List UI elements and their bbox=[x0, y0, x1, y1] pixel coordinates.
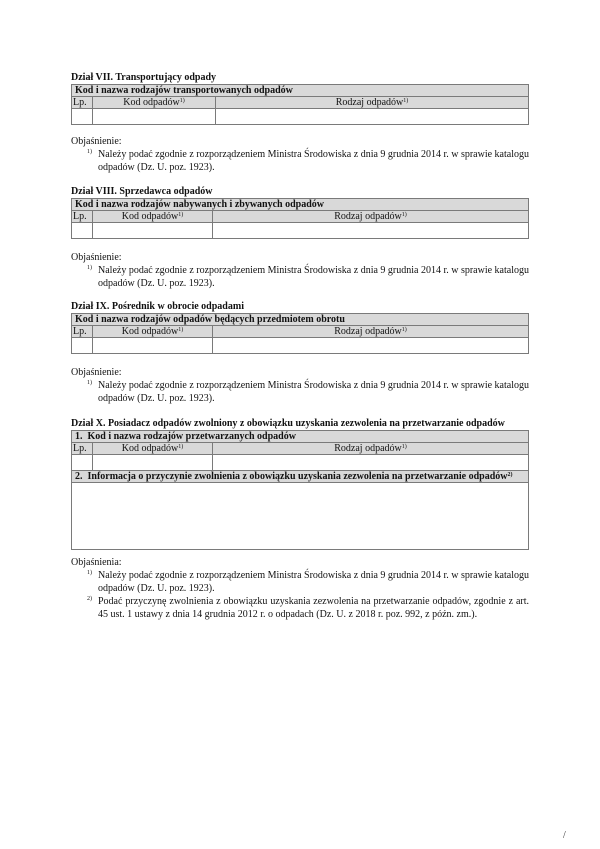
footnote-ref: 1) bbox=[403, 98, 409, 104]
waste-table bbox=[71, 430, 529, 550]
col-kod-label: Kod odpadów bbox=[121, 443, 179, 454]
section-viii bbox=[71, 186, 529, 239]
lp-cell[interactable] bbox=[72, 455, 93, 471]
exemption-reason-field[interactable] bbox=[72, 483, 529, 550]
col-lp: Lp. bbox=[72, 97, 93, 109]
footnote-mark: 1) bbox=[87, 149, 92, 155]
lp-cell[interactable] bbox=[72, 109, 93, 125]
footnote-ref: 1) bbox=[401, 212, 407, 218]
table-header: Kod i nazwa rodzajów nabywanych i zbywanych odpadów bbox=[72, 199, 529, 211]
footnote-ref: 1) bbox=[401, 327, 407, 333]
table-header: Kod i nazwa rodzajów transportowanych odpadów bbox=[72, 85, 529, 97]
section-title: Dział VII. Transportujący odpady bbox=[71, 72, 217, 83]
footnote-ref: 1) bbox=[178, 212, 184, 218]
explanation-viii bbox=[71, 251, 529, 290]
kod-cell[interactable] bbox=[93, 109, 216, 125]
col-rodzaj-label: Rodzaj odpadów bbox=[334, 443, 402, 454]
col-kod-label: Kod odpadów bbox=[123, 97, 180, 108]
footnote-mark: 2) bbox=[87, 596, 92, 602]
footnote-text: Podać przyczynę zwolnienia z obowiązku uzyskania zezwolenia na przetwarzanie odpadów, zgodnie z art. 45 ust. 1 ustawy z dnia 14 grudnia 2012 r. o odpadach (Dz. U. z 2018 r. poz. 992, z późn. zm.). bbox=[98, 596, 529, 620]
footnote-mark: 1) bbox=[87, 570, 92, 576]
table-header: 1. Kod i nazwa rodzajów przetwarzanych odpadów bbox=[72, 431, 529, 443]
explanation-title: Objaśnienie: bbox=[71, 136, 122, 147]
col-rodzaj-label: Rodzaj odpadów bbox=[334, 211, 402, 222]
section-x bbox=[71, 418, 529, 550]
exemption-reason-label: 2. Informacja o przyczynie zwolnienia z obowiązku uzyskania zezwolenia na przetwarzanie odpadów bbox=[75, 471, 508, 482]
footnote bbox=[71, 148, 529, 174]
explanation-ix bbox=[71, 366, 529, 405]
footnote-ref: 1) bbox=[178, 327, 184, 333]
footnote-text: Należy podać zgodnie z rozporządzeniem Ministra Środowiska z dnia 9 grudnia 2014 r. w sprawie katalogu odpadów (Dz. U. poz. 1923). bbox=[98, 380, 529, 404]
rodzaj-cell[interactable] bbox=[213, 338, 529, 354]
footnote-ref: 1) bbox=[401, 444, 407, 450]
col-kod bbox=[93, 97, 216, 109]
section-ix bbox=[71, 301, 529, 354]
col-rodzaj-label: Rodzaj odpadów bbox=[335, 97, 404, 108]
page-number: / bbox=[563, 830, 566, 841]
footnote-text: Należy podać zgodnie z rozporządzeniem Ministra Środowiska z dnia 9 grudnia 2014 r. w sprawie katalogu odpadów (Dz. U. poz. 1923). bbox=[98, 570, 529, 594]
col-lp: Lp. bbox=[72, 211, 93, 223]
col-kod-label: Kod odpadów bbox=[121, 326, 179, 337]
section-vii bbox=[71, 72, 529, 125]
lp-cell[interactable] bbox=[72, 338, 93, 354]
col-rodzaj-label: Rodzaj odpadów bbox=[334, 326, 402, 337]
waste-table bbox=[71, 198, 529, 239]
footnote bbox=[71, 595, 529, 621]
section-title: Dział IX. Pośrednik w obrocie odpadami bbox=[71, 301, 244, 312]
col-rodzaj bbox=[216, 97, 529, 109]
col-kod bbox=[93, 211, 213, 223]
rodzaj-cell[interactable] bbox=[213, 455, 529, 471]
kod-cell[interactable] bbox=[93, 455, 213, 471]
waste-table bbox=[71, 313, 529, 354]
explanation-vii bbox=[71, 135, 529, 174]
explanation-title: Objaśnienia: bbox=[71, 557, 122, 568]
col-kod-label: Kod odpadów bbox=[121, 211, 179, 222]
section-title: Dział VIII. Sprzedawca odpadów bbox=[71, 186, 213, 197]
exemption-reason-header bbox=[72, 471, 529, 483]
explanation-title: Objaśnienie: bbox=[71, 367, 122, 378]
waste-table bbox=[71, 84, 529, 125]
kod-cell[interactable] bbox=[93, 223, 213, 239]
footnote bbox=[71, 569, 529, 595]
footnote-mark: 1) bbox=[87, 265, 92, 271]
rodzaj-cell[interactable] bbox=[216, 109, 529, 125]
footnote-mark: 1) bbox=[87, 380, 92, 386]
col-kod bbox=[93, 443, 213, 455]
footnote bbox=[71, 379, 529, 405]
explanation-title: Objaśnienie: bbox=[71, 252, 122, 263]
explanation-x bbox=[71, 556, 529, 621]
rodzaj-cell[interactable] bbox=[213, 223, 529, 239]
footnote-text: Należy podać zgodnie z rozporządzeniem Ministra Środowiska z dnia 9 grudnia 2014 r. w sprawie katalogu odpadów (Dz. U. poz. 1923). bbox=[98, 265, 529, 289]
col-lp: Lp. bbox=[72, 443, 93, 455]
footnote-ref: 1) bbox=[179, 98, 185, 104]
footnote-ref: 2) bbox=[507, 472, 513, 478]
footnote-text: Należy podać zgodnie z rozporządzeniem Ministra Środowiska z dnia 9 grudnia 2014 r. w sprawie katalogu odpadów (Dz. U. poz. 1923). bbox=[98, 149, 529, 173]
table-header: Kod i nazwa rodzajów odpadów będących przedmiotem obrotu bbox=[72, 314, 529, 326]
col-rodzaj bbox=[213, 326, 529, 338]
col-rodzaj bbox=[213, 443, 529, 455]
footnote bbox=[71, 264, 529, 290]
lp-cell[interactable] bbox=[72, 223, 93, 239]
kod-cell[interactable] bbox=[93, 338, 213, 354]
col-lp: Lp. bbox=[72, 326, 93, 338]
col-rodzaj bbox=[213, 211, 529, 223]
footnote-ref: 1) bbox=[178, 444, 184, 450]
col-kod bbox=[93, 326, 213, 338]
section-title: Dział X. Posiadacz odpadów zwolniony z obowiązku uzyskania zezwolenia na przetwarzanie odpadów bbox=[71, 418, 505, 429]
